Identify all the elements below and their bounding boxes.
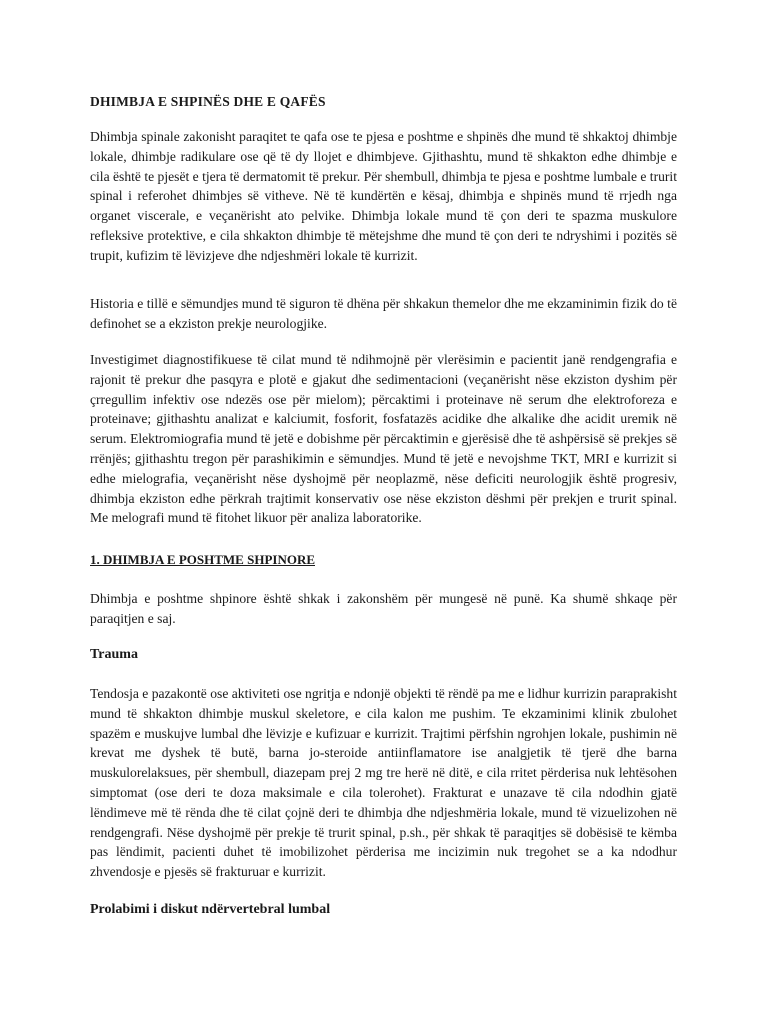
- document-title: DHIMBJA E SHPINËS DHE E QAFËS: [90, 94, 326, 109]
- intro-paragraph-2: Historia e tillë e sëmundjes mund të siguron të dhëna për shkakun themelor dhe me ekzaminimin fizik do të definohet se a ekziston prekje neurologjike.: [90, 296, 677, 331]
- subheading-trauma: Trauma: [90, 647, 138, 662]
- intro-paragraph-1: Dhimbja spinale zakonisht paraqitet te qafa ose te pjesa e poshtme e shpinës dhe mund të shkaktoj dhimbje lokale, dhimbje radikulare ose që të dy llojet e dhimbjeve. Gjithashtu, mund të shkakton edhe dhimbje e cila është te pjesët e tjera të dermatomit të prekur. Për shembull, dhimbja te pjesa e poshtme lumbale e trurit spinal i referohet dhimbjes së vitheve. Në të kundërtën e kësaj, dhimbja e shpinës mund të rrjedh nga organet viscerale, e veçanërisht ato pelvike. Dhimbja lokale mund të çon deri te spazma muskulore refleksive protektive, e cila shkakton dhimbje të mëtejshme dhe mund të çon deri te ndryshimi i pozitës së trupit, kufizim të lëvizjeve dhe ndjeshmëri lokale të kurrizit.: [90, 129, 677, 263]
- intro-paragraph-3: Investigimet diagnostifikuese të cilat mund të ndihmojnë për vlerësimin e pacientit janë rendgengrafia e rajonit të prekur dhe pasqyra e plotë e gjakut dhe sedimentacioni (veçanërisht nëse ekziston dyshim për çrregullim infektiv ose ndezës ose për mielom); përcaktimi i proteinave në serum dhe elektroforeza e proteinave; gjithashtu analizat e kalciumit, fosforit, fosfatazës acidike dhe alkalike dhe acidit uremik në serum. Elektromiografia mund të jetë e dobishme për përcaktimin e gjerësisë dhe të ashpërsisë së prekjes së rrënjës; gjithashtu tregon për parashikimin e sëmundjes. Mund të jetë e nevojshme TKT, MRI e kurrizit si edhe mielografia, veçanërisht nëse dyshojmë për neoplazmë, nëse deficiti neurologjik është progresiv, dhimbja ekziston edhe përkrah trajtimit konservativ ose nëse ekziston dëshmi për prekjen e trurit spinal. Me melografi mund të fitohet likuor për analiza laboratorike.: [90, 352, 677, 526]
- document-page: [90, 0, 677, 1024]
- section-intro-paragraph: Dhimbja e poshtme shpinore është shkak i zakonshëm për mungesë në punë. Ka shumë shkaqe për paraqitjen e saj.: [90, 591, 677, 626]
- section-heading-lower-back-pain: 1. DHIMBJA E POSHTME SHPINORE: [90, 552, 315, 567]
- trauma-paragraph: Tendosja e pazakontë ose aktiviteti ose ngritja e ndonjë objekti të rëndë pa me e lidhur kurrizin paraprakisht mund të shkakton dhimbje muskul skeletore, e cila kalon me pushim. Te ekzaminimi klinik zbulohet spazëm e muskujve lumbal dhe lëvizje e kufizuar e kurrizit. Trajtimi përfshin ngrohjen lokale, pushimin në krevat me dyshek të butë, barna jo-steroide antiinflamatore ise analgjetik të tjerë dhe barna muskulorelaksues, për shembull, diazepam prej 2 mg tre herë në ditë, e cila rritet përderisa nuk lehtësohen simptomat (ose deri te doza maksimale e cila tolerohet). Frakturat e unazave të cila ndodhin gjatë lëndimeve më të rënda dhe të cilat çojnë deri te dhimbja dhe ndjeshmëria lokale, mund të vizuelizohen në rendgengrafi. Nëse dyshojmë për prekje të trurit spinal, p.sh., për shkak të paraqitjes së dobësisë te këmba pas lëndimit, pacienti duhet të imobilizohet përderisa me incizimin nuk tregohet se a ka ndodhur zhvendosje e pjesës së frakturuar e kurrizit.: [90, 686, 677, 880]
- subheading-disc-prolapse: Prolabimi i diskut ndërvertebral lumbal: [90, 902, 331, 917]
